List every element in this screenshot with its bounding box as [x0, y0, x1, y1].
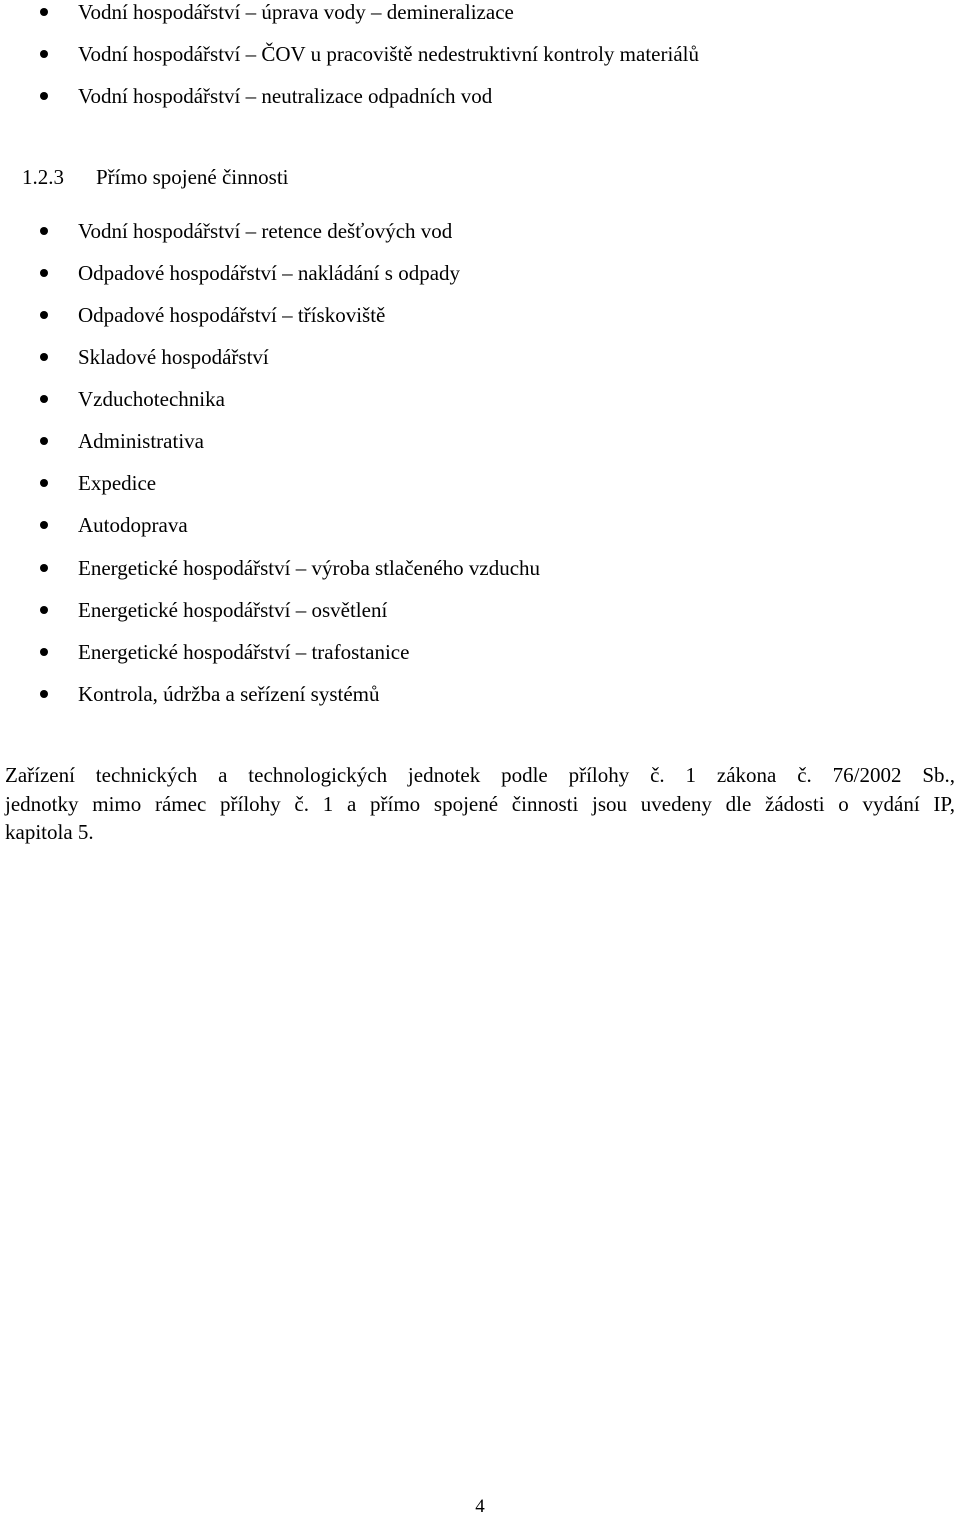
bullet-icon [40, 437, 48, 445]
bullet-icon [40, 564, 48, 572]
bullet-icon [40, 606, 48, 614]
bullet-icon [40, 521, 48, 529]
list-item-text: Expedice [78, 471, 157, 495]
list-item-text: Energetické hospodářství – osvětlení [78, 598, 388, 622]
bullet-icon [40, 92, 48, 100]
bullet-icon [40, 395, 48, 403]
body-paragraph [5, 761, 955, 847]
list-item-text: Odpadové hospodářství – třískoviště [78, 303, 386, 327]
bullet-icon [40, 50, 48, 58]
paragraph-line: Zařízení technických a technologických jednotek podle přílohy č. 1 zákona č. 76/2002 Sb., [5, 763, 955, 787]
bullet-icon [40, 269, 48, 277]
list-item-text: Administrativa [78, 429, 204, 453]
list-item-text: Energetické hospodářství – výroba stlačeného vzduchu [78, 556, 541, 580]
section-number: 1.2.3 [22, 165, 64, 189]
page-number: 4 [475, 1496, 485, 1517]
list-item-text: Kontrola, údržba a seřízení systémů [78, 682, 380, 706]
list-item-text: Vzduchotechnika [78, 387, 225, 411]
bullet-icon [40, 648, 48, 656]
list-item-text: Vodní hospodářství – retence dešťových vod [78, 219, 453, 243]
paragraph-line: kapitola 5. [5, 820, 94, 844]
bullet-icon [40, 690, 48, 698]
list-item-text: Odpadové hospodářství – nakládání s odpady [78, 261, 461, 285]
list-item-text: Energetické hospodářství – trafostanice [78, 640, 410, 664]
bullet-icon [40, 311, 48, 319]
list-item-text: Autodoprava [78, 513, 188, 537]
bullet-icon [40, 353, 48, 361]
bullet-icon [40, 227, 48, 235]
list-item-text: Skladové hospodářství [78, 345, 269, 369]
list-item-text: Vodní hospodářství – ČOV u pracoviště nedestruktivní kontroly materiálů [78, 42, 699, 66]
bullet-icon [40, 8, 48, 16]
bullet-icon [40, 479, 48, 487]
section-title: Přímo spojené činnosti [96, 165, 289, 189]
list-item-text: Vodní hospodářství – neutralizace odpadních vod [78, 84, 493, 108]
paragraph-line: jednotky mimo rámec přílohy č. 1 a přímo spojené činnosti jsou uvedeny dle žádosti o vydání IP, [5, 791, 955, 816]
list-item-text: Vodní hospodářství – úprava vody – demineralizace [78, 0, 514, 24]
